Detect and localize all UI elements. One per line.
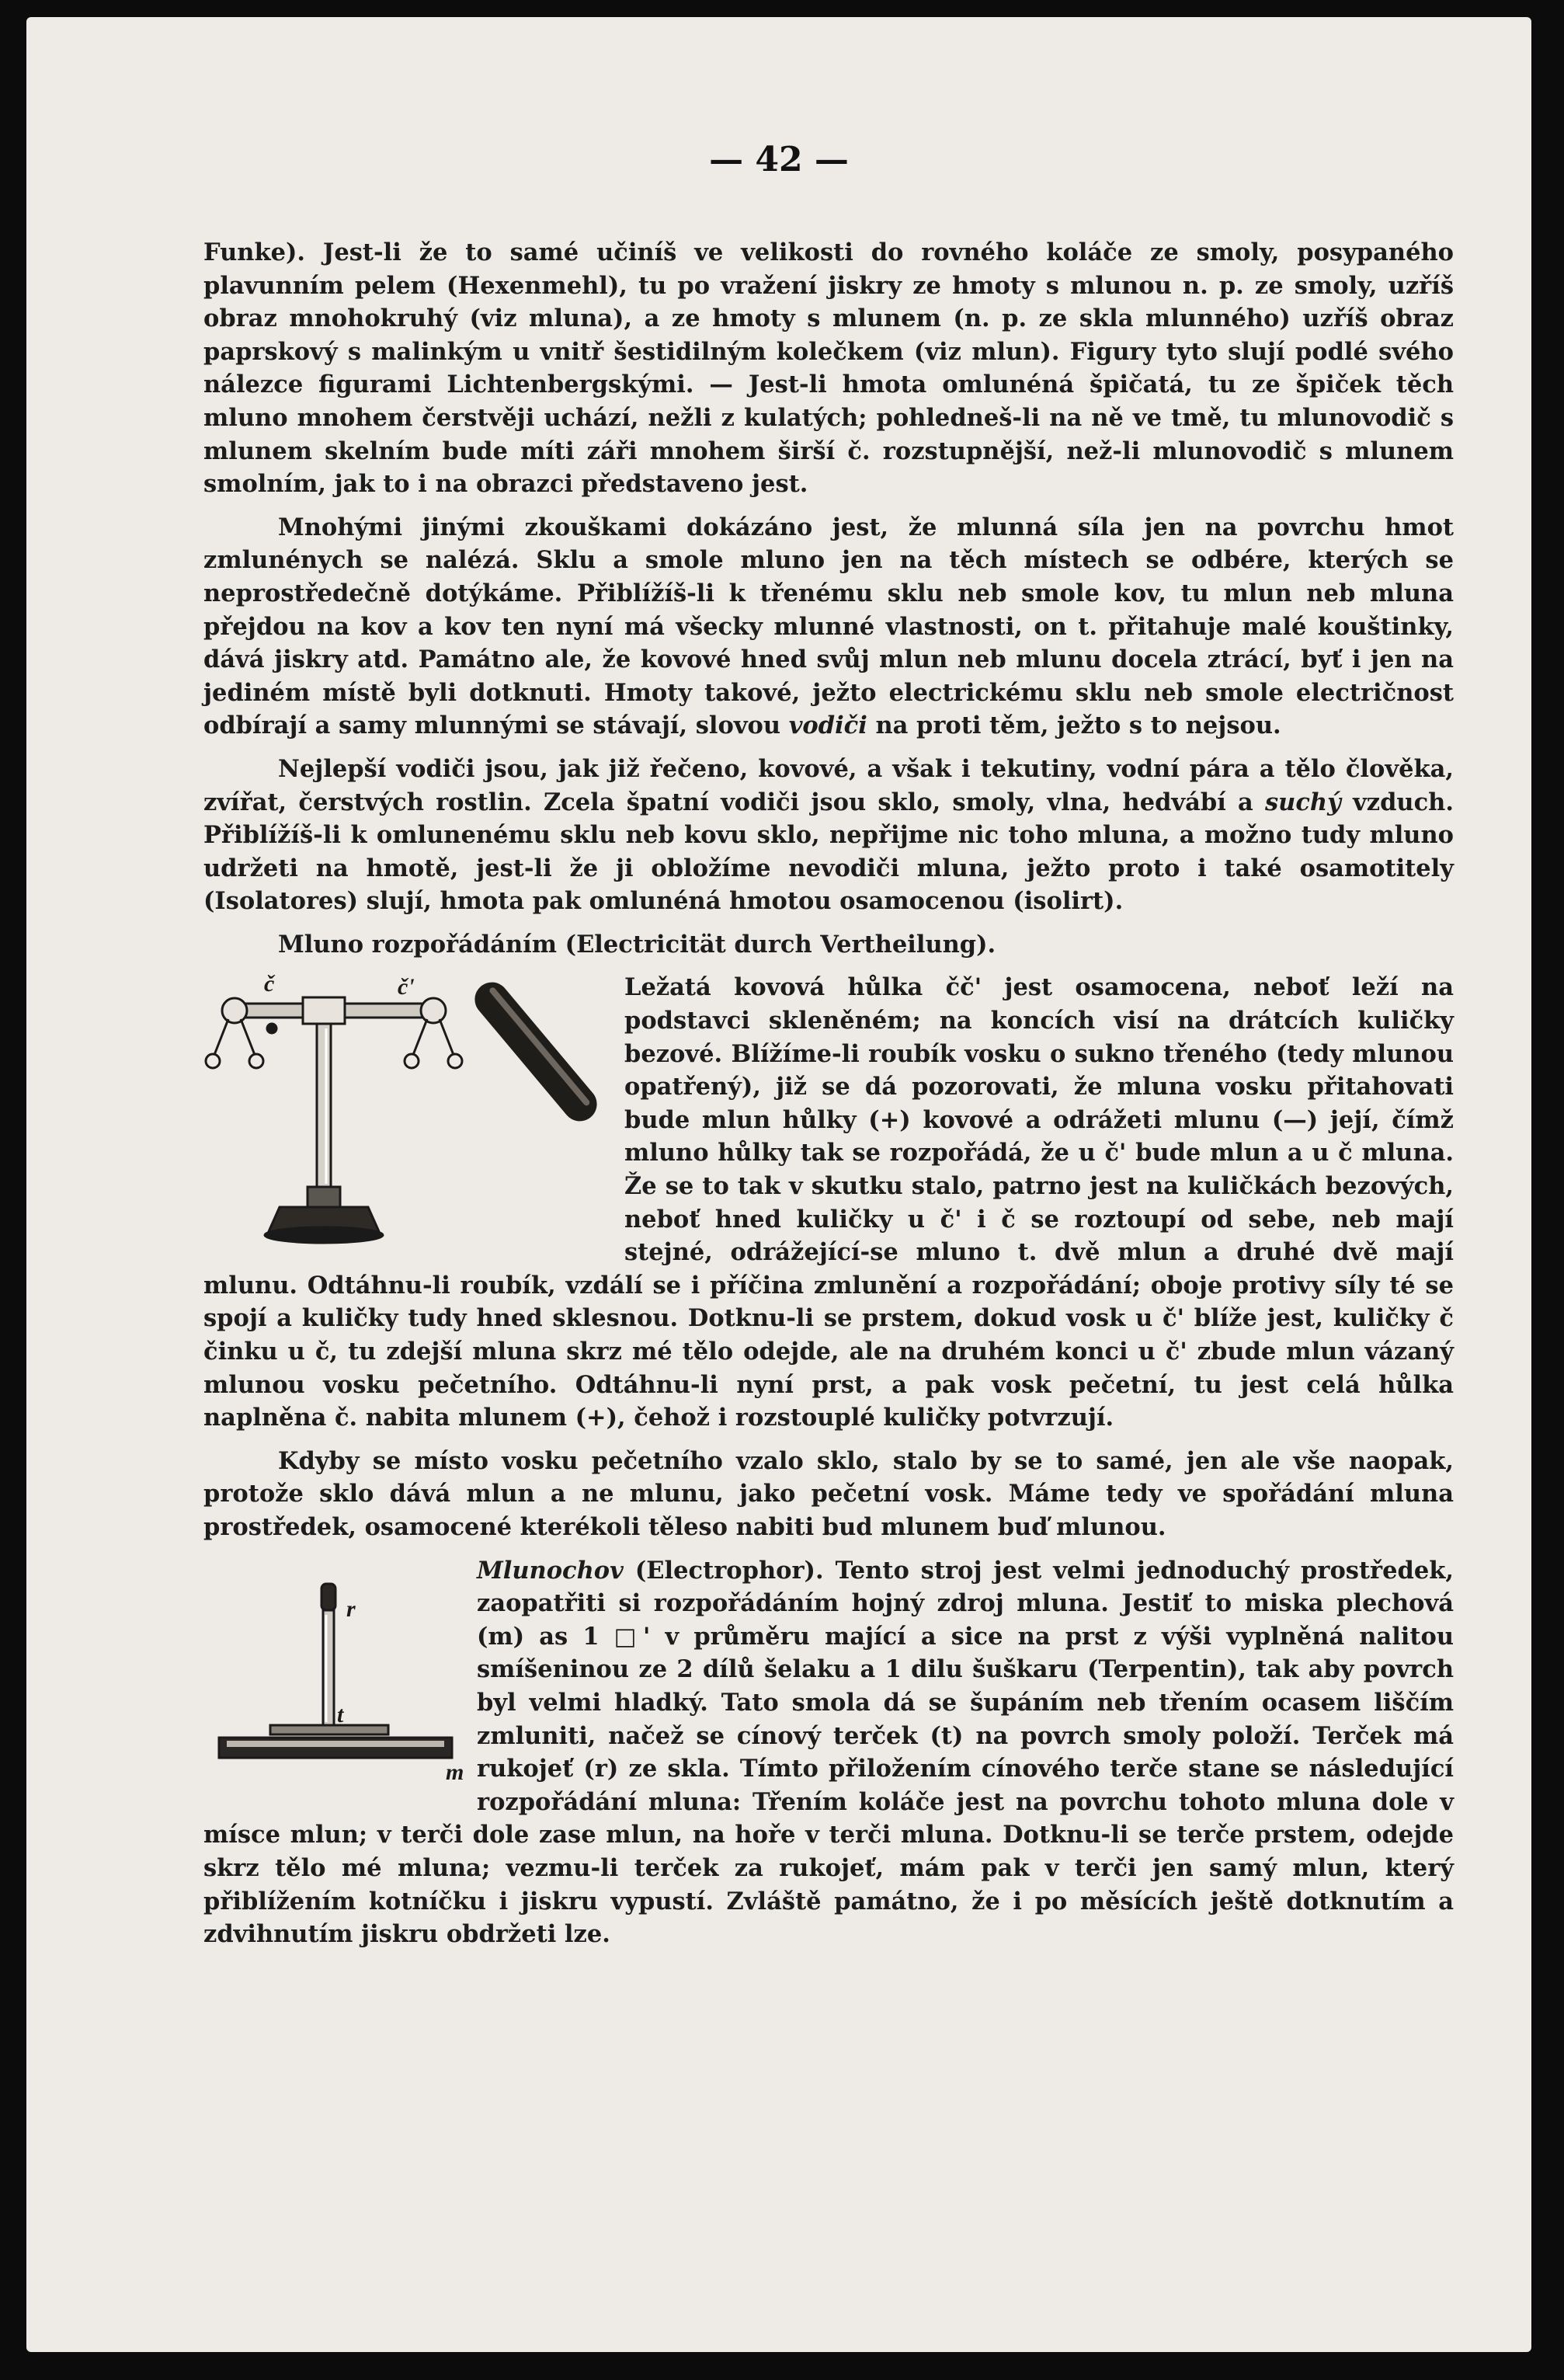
text-column [203,236,1454,1951]
book-page [26,17,1531,2352]
para2-end: na proti těm, ježto s to nejsou. [875,712,1281,740]
section-heading-induction: Mluno rozpořádáním (Electricität durch Vertheilung). [278,930,996,959]
pith-ball [448,1054,462,1068]
electrophorus-section [203,1554,1454,1951]
label-t: t [337,1701,344,1728]
label-c-prime: č' [398,974,415,1000]
para3-text-b: vzduch. Přiblížíš-li k omlunenému sklu neb kovu sklo, nepřijme nic toho mluna, a možno tudy mluno udržeti na hmotě, jest-li že ji obložíme nevodiči mluna, ježto proto i také osamotitely (Isolatores) slují, hmota pak omlunéná hmotou osamocenou (isolirt). [203,788,1454,916]
glass-handle-top [321,1584,335,1610]
wax-stick [467,976,603,1129]
thread-left-b [241,1019,255,1055]
induction-figure [194,974,613,1254]
stand-collar [308,1187,340,1207]
glass-column [317,1024,331,1188]
rod-end-left [222,998,247,1023]
electrophorus-figure [203,1562,467,1803]
paragraph-glass-instead: Kdyby se místo vosku pečetního vzalo sklo, stalo by se to samé, jen ale vše naopak, protože sklo dává mlun a ne mlunu, jako pečetní vosk. Máme tedy ve spořádání mluna prostředek, osamocené kterékoli těleso nabiti bud mlunem buď mlunou. [203,1446,1454,1541]
paragraph-best-conductors [203,753,1454,918]
rod-clamp [303,997,345,1024]
rod-end-right [421,998,446,1023]
label-r: r [346,1595,356,1622]
thread-left-a [214,1019,228,1055]
thread-right-b [440,1019,454,1055]
pith-ball [405,1054,419,1068]
electrophorus-text: (Electrophor). Tento stroj jest velmi jednoduchý prostředek, zaopatřiti si rozpořádáním hojný zdroj mluna. Jestiť to miska plechová (m) as 1 □' v průměru mající a sice na prst z výši vyplněná nalitou smíšeninou ze 2 dílů šelaku a 1 dilu šuškaru (Terpentin), tak aby povrch byl velmi hladký. Tato smola dá se šupáním neb třením ocasem liščím zmluniti, načež se cínový terček (t) na povrch smoly položí. Terček má rukojeť (r) ze skla. Tímto přiložením cínového terče stane se následující rozpořádání mluna: Třením koláče jest na povrchu tohoto mluna dole v mísce mlun; v terči dole zase mlun, na hoře v terči mluna. Dotknu-li se terče prstem, odejde skrz tělo mé mluna; vezmu-li terček za rukojeť, mám pak v terči jen samý mlun, který přiblížením kotníčku i jiskru vypustí. Zvláště památno, že i po měsících ještě dotknutím a zdvihnutím jiskru obdržeti lze. [203,1556,1455,1949]
wax-stick-body [467,976,603,1129]
paragraph-lichtenberg: Funke). Jest-li že to samé učiníš ve velikosti do rovného koláče ze smoly, posypaného plavunním pelem (Hexenmehl), tu po vražení jiskry ze hmoty s mlunou n. p. ze smoly, uzříš obraz mnohokruhý (viz mluna), a ze hmoty s mlunem (n. p. ze skla mlunného) uzříš obraz paprskový s malinkým u vnitř šestidilným kolečkem (viz mlun). Figury tyto slují podlé svého nálezce figurami Lichtenbergskými. — Jest-li hmota omlunéná špičatá, tu ze špiček těch mluno mnohem čerstvěji uchází, nežli z kulatých; pohledneš-li na ně ve tmě, tu mlunovodič s mlunem skelním bude míti záři mnohem širší č. rozstupnější, než-li mlunovodič s mlunem smolním, jak to i na obrazci představeno jest. [203,238,1454,499]
term-suchy: suchý [1265,788,1341,816]
resin-surface [227,1741,444,1747]
para3-text-a: Nejlepší vodiči jsou, jak již řečeno, kovové, a však i tekutiny, vodní pára a tělo člověka, zvířat, čerstvých rostlin. Zcela špatní vodiči jsou sklo, smoly, vlna, hedvábí a [203,754,1454,816]
label-m: m [446,1759,464,1785]
electrophorus-illustration [219,1584,452,1758]
term-mlunochov: Mlunochov [477,1556,624,1585]
thread-right-a [413,1019,427,1055]
stand-foot [265,1227,383,1243]
resin-dish [219,1738,452,1758]
pith-ball-dark [267,1024,276,1033]
conductor-stand-illustration [206,997,462,1243]
induction-section [203,971,1454,1444]
term-vodici: vodiči [788,712,867,740]
wax-stick-highlight [488,986,591,1107]
paragraph-conductors-intro [203,511,1454,743]
glass-handle [323,1610,334,1727]
para2-text: Mnohými jinými zkouškami dokázáno jest, že mlunná síla jen na povrchu hmot zmlunénych se nalézá. Sklu a smole mluno jen na těch místech se odbére, kterých se neprostředečně dotýkáme. Přiblížíš-li k třenému sklu neb smole kov, tu mlun neb mluna přejdou na kov a kov ten nyní má všecky mlunné vlastnosti, on t. přitahuje malé kouštinky, dává jiskry atd. Památno ale, že kovové hned svůj mlun neb mlunu docela ztrácí, byť i jen na jediném místě byli dotknuti. Hmoty takové, ježto electrickému sklu neb smole electričnost odbírají a samy mlunnými se stávají, slovou [203,513,1454,740]
tin-disc [270,1725,388,1735]
label-c: č [264,974,275,997]
page-number: — 42 — [709,140,849,179]
paragraph-induction: Ležatá kovová hůlka čč' jest osamocena, neboť leží na podstavci skleněném; na koncích visí na drátcích kuličky bezové. Blížíme-li roubík vosku o sukno třeného (tedy mlunou opatřený), již se dá pozorovati, že mluna vosku přitahovati bude mlun hůlky (+) kovové a odrážeti mlunu (—) její, čímž mluno hůlky tak se rozpořádá, že u č' bude mlun a u č mluna. Že se to tak v skutku stalo, patrno jest na kuličkách bezových, neboť hned kuličky u č' i č se roztoupí od sebe, neb mají stejné, odrážející-se mluno t. dvě mlun a druhé dvě mají mlunu. Odtáhnu-li roubík, vzdálí se i příčina zmlunění a rozpořádání; oboje protivy síly té se spojí a kuličky tudy hned sklesnou. Dotknu-li se prstem, dokud vosk u č' blíže jest, kuličky č činku u č, tu zdejší mluna skrz mé tělo odejde, ale na druhém konci u č' zbude mlun vázaný mlunou vosku pečetního. Odtáhnu-li nyní prst, a pak vosk pečetní, tu jest celá hůlka naplněna č. nabita mlunem (+), čehož i rozstouplé kuličky potvrzují. [203,973,1454,1432]
pith-ball [249,1054,263,1068]
pith-ball [206,1054,220,1068]
